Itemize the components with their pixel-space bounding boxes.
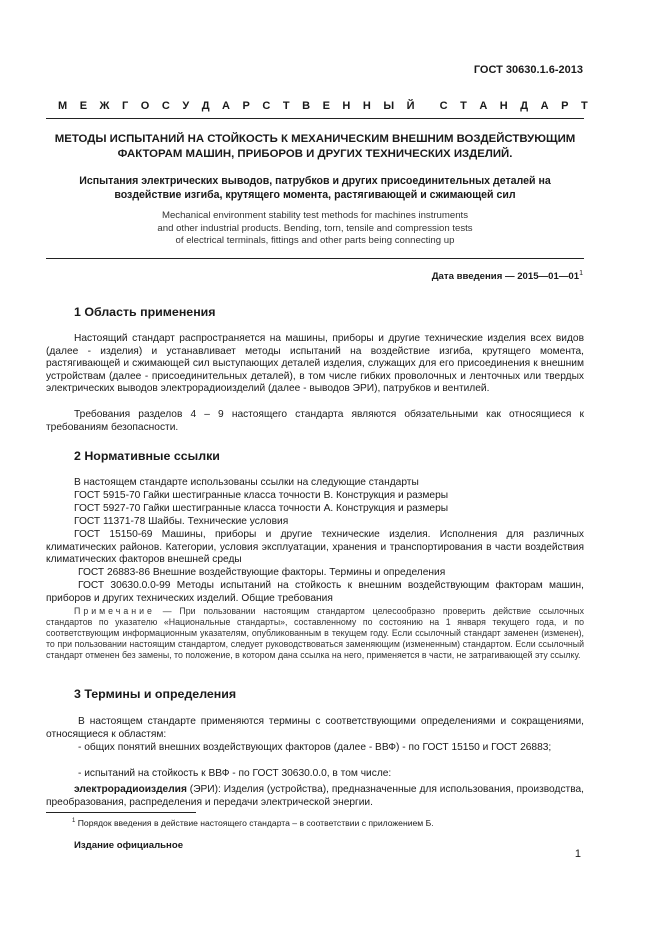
standard-type-letter: У	[182, 100, 190, 112]
section-2-note	[46, 606, 584, 661]
standard-type-letter: Е	[79, 100, 88, 112]
standard-type-letter: С	[262, 100, 271, 112]
section-2-heading: 2 Нормативные ссылки	[74, 449, 220, 463]
standard-type-letter: М	[58, 100, 68, 112]
standard-type-letter: Д	[201, 100, 210, 112]
standard-type-heading	[58, 100, 588, 112]
section-3-item-1: - общих понятий внешних воздействующих факторов (далее - ВВФ) - по ГОСТ 15150 и ГОСТ 26883;	[78, 742, 552, 753]
standard-type-letter: А	[222, 100, 230, 112]
english-title-line-1: Mechanical environment stability test methods for machines instruments	[161, 210, 469, 221]
standard-type-letter: Р	[242, 100, 250, 112]
section-2-lead: В настоящем стандарте использованы ссылки на следующие стандарты	[74, 477, 419, 488]
reference-gost-26883: ГОСТ 26883-86 Внешние воздействующие факторы. Термины и определения	[78, 567, 446, 578]
standard-type-letter: С	[439, 100, 448, 112]
document-title	[46, 132, 584, 162]
footnote-rule	[46, 812, 196, 813]
section-3-lead: В настоящем стандарте применяются термины с соответствующими определениями и сокращениями, относящиеся к областям:	[46, 716, 584, 740]
english-title	[46, 210, 584, 248]
standard-type-letter: Г	[122, 100, 129, 112]
title-line-1: МЕТОДЫ ИСПЫТАНИЙ НА СТОЙКОСТЬ К МЕХАНИЧЕСКИМ ВНЕШНИМ ВОЗДЕЙСТВУЮЩИМ	[54, 133, 576, 145]
reference-gost-5915: ГОСТ 5915-70 Гайки шестигранные класса точности В. Конструкция и размеры	[74, 490, 449, 501]
footnote	[72, 818, 434, 828]
standard-type-letter: О	[140, 100, 150, 112]
english-title-line-2: and other industrial products. Bending, torn, tensile and compression tests	[157, 222, 473, 234]
reference-gost-15150: ГОСТ 15150-69 Машины, приборы и другие технические изделия. Исполнения для различных климатических районов. Категории, условия эксплуатации, хранения и транспортирования в части воздействия климатических факторов внешней среды	[46, 529, 584, 566]
standard-type-letter: А	[540, 100, 549, 112]
standard-type-letter: Ы	[383, 100, 395, 112]
section-3-item-2: - испытаний на стойкость к ВВФ - по ГОСТ 30630.0.0, в том числе:	[78, 768, 392, 779]
standard-type-letter: Е	[322, 100, 330, 112]
term-name: электрорадиоизделия	[74, 784, 187, 795]
subtitle-line-2: воздействие изгиба, крутящего момента, растягивающей и сжимающей сил	[114, 189, 516, 201]
standard-type-letter: Т	[460, 100, 467, 112]
section-1-heading: 1 Область применения	[74, 305, 216, 319]
standard-type-letter: Й	[406, 100, 415, 112]
term-definition	[46, 784, 584, 809]
subtitle-line-1: Испытания электрических выводов, патрубков и других присоединительных деталей на	[79, 175, 551, 187]
standard-type-letter: В	[302, 100, 311, 112]
footnote-mark: 1	[579, 270, 583, 277]
reference-gost-30630: ГОСТ 30630.0.0-99 Методы испытаний на стойкость к внешним воздействующим факторам машин, приборов и других технических изделий. Общие требования	[46, 580, 584, 604]
standard-type-letter: А	[479, 100, 488, 112]
section-3-heading: 3 Термины и определения	[74, 687, 237, 701]
introduction-date-text: Дата введения — 2015—01—01	[431, 271, 580, 283]
note-label: Примечание	[74, 606, 155, 616]
standard-type-letter: Н	[342, 100, 351, 112]
standard-type-letter: Н	[499, 100, 508, 112]
reference-gost-11371: ГОСТ 11371-78 Шайбы. Технические условия	[74, 516, 289, 527]
official-edition-label: Издание официальное	[74, 840, 184, 851]
standard-type-letter: Р	[561, 100, 569, 112]
section-1-paragraph-2: Требования разделов 4 – 9 настоящего стандарта являются обязательными как относящиеся к требованиям безопасности.	[46, 409, 584, 433]
title-rule	[46, 258, 584, 259]
reference-gost-5927: ГОСТ 5927-70 Гайки шестигранные класса точности А. Конструкция и размеры	[74, 503, 449, 514]
standard-type-letter: Ж	[99, 100, 110, 112]
term-definition-text: (ЭРИ): Изделия (устройства), предназначенные для использования, производства, преобразования, распределения и передачи электрической энергии.	[46, 784, 584, 808]
standard-type-letter: Т	[580, 100, 588, 112]
document-subtitle	[46, 174, 584, 202]
header-rule	[46, 118, 584, 119]
document-code: ГОСТ 30630.1.6-2013	[473, 64, 583, 76]
standard-type-letter: Н	[362, 100, 371, 112]
note-text: — При пользовании настоящим стандартом целесообразно проверить действие ссылочных стандартов по указателю «Национальные стандарты», составленному по состоянию на 1 января текущего года, и по соответствующим информационным указателям, опубликованным в текущем году. Если ссылочный стандарт заменен (изменен), то при пользовании настоящим стандартом, следует руководствоваться заменяющим (измененным) стандартом. Если ссылочный стандарт отменен без замены, то положение, в котором дана ссылка на него, применяется в части, не затрагивающей эту ссылку.	[46, 606, 584, 660]
footnote-text: Порядок введения в действие настоящего стандарта – в соответствии с приложением Б.	[75, 818, 434, 828]
standard-type-letter: С	[161, 100, 170, 112]
standard-type-letter: Т	[282, 100, 290, 112]
introduction-date	[432, 270, 583, 282]
standard-type-letter: Д	[520, 100, 529, 112]
english-title-line-3: of electrical terminals, fittings and other parts being connecting up	[175, 235, 455, 246]
footnote-number: 1	[72, 818, 76, 825]
page-number: 1	[574, 848, 581, 860]
section-1-paragraph-1: Настоящий стандарт распространяется на машины, приборы и другие технические изделия всех видов (далее - изделия) и устанавливает методы испытаний на воздействие изгиба, крутящего момента, растягивающей и сжимающей сил выступающих деталей изделия, служащих для его присоединения к внешним устройствам (далее - присоединительных деталей), в том числе гибких проволочных и ленточных или твердых электрических выводов электрорадиоизделий (далее - выводов ЭРИ), патрубков и вентилей.	[46, 333, 584, 395]
title-line-2: ФАКТОРАМ МАШИН, ПРИБОРОВ И ДРУГИХ ТЕХНИЧЕСКИХ ИЗДЕЛИЙ.	[117, 148, 513, 160]
